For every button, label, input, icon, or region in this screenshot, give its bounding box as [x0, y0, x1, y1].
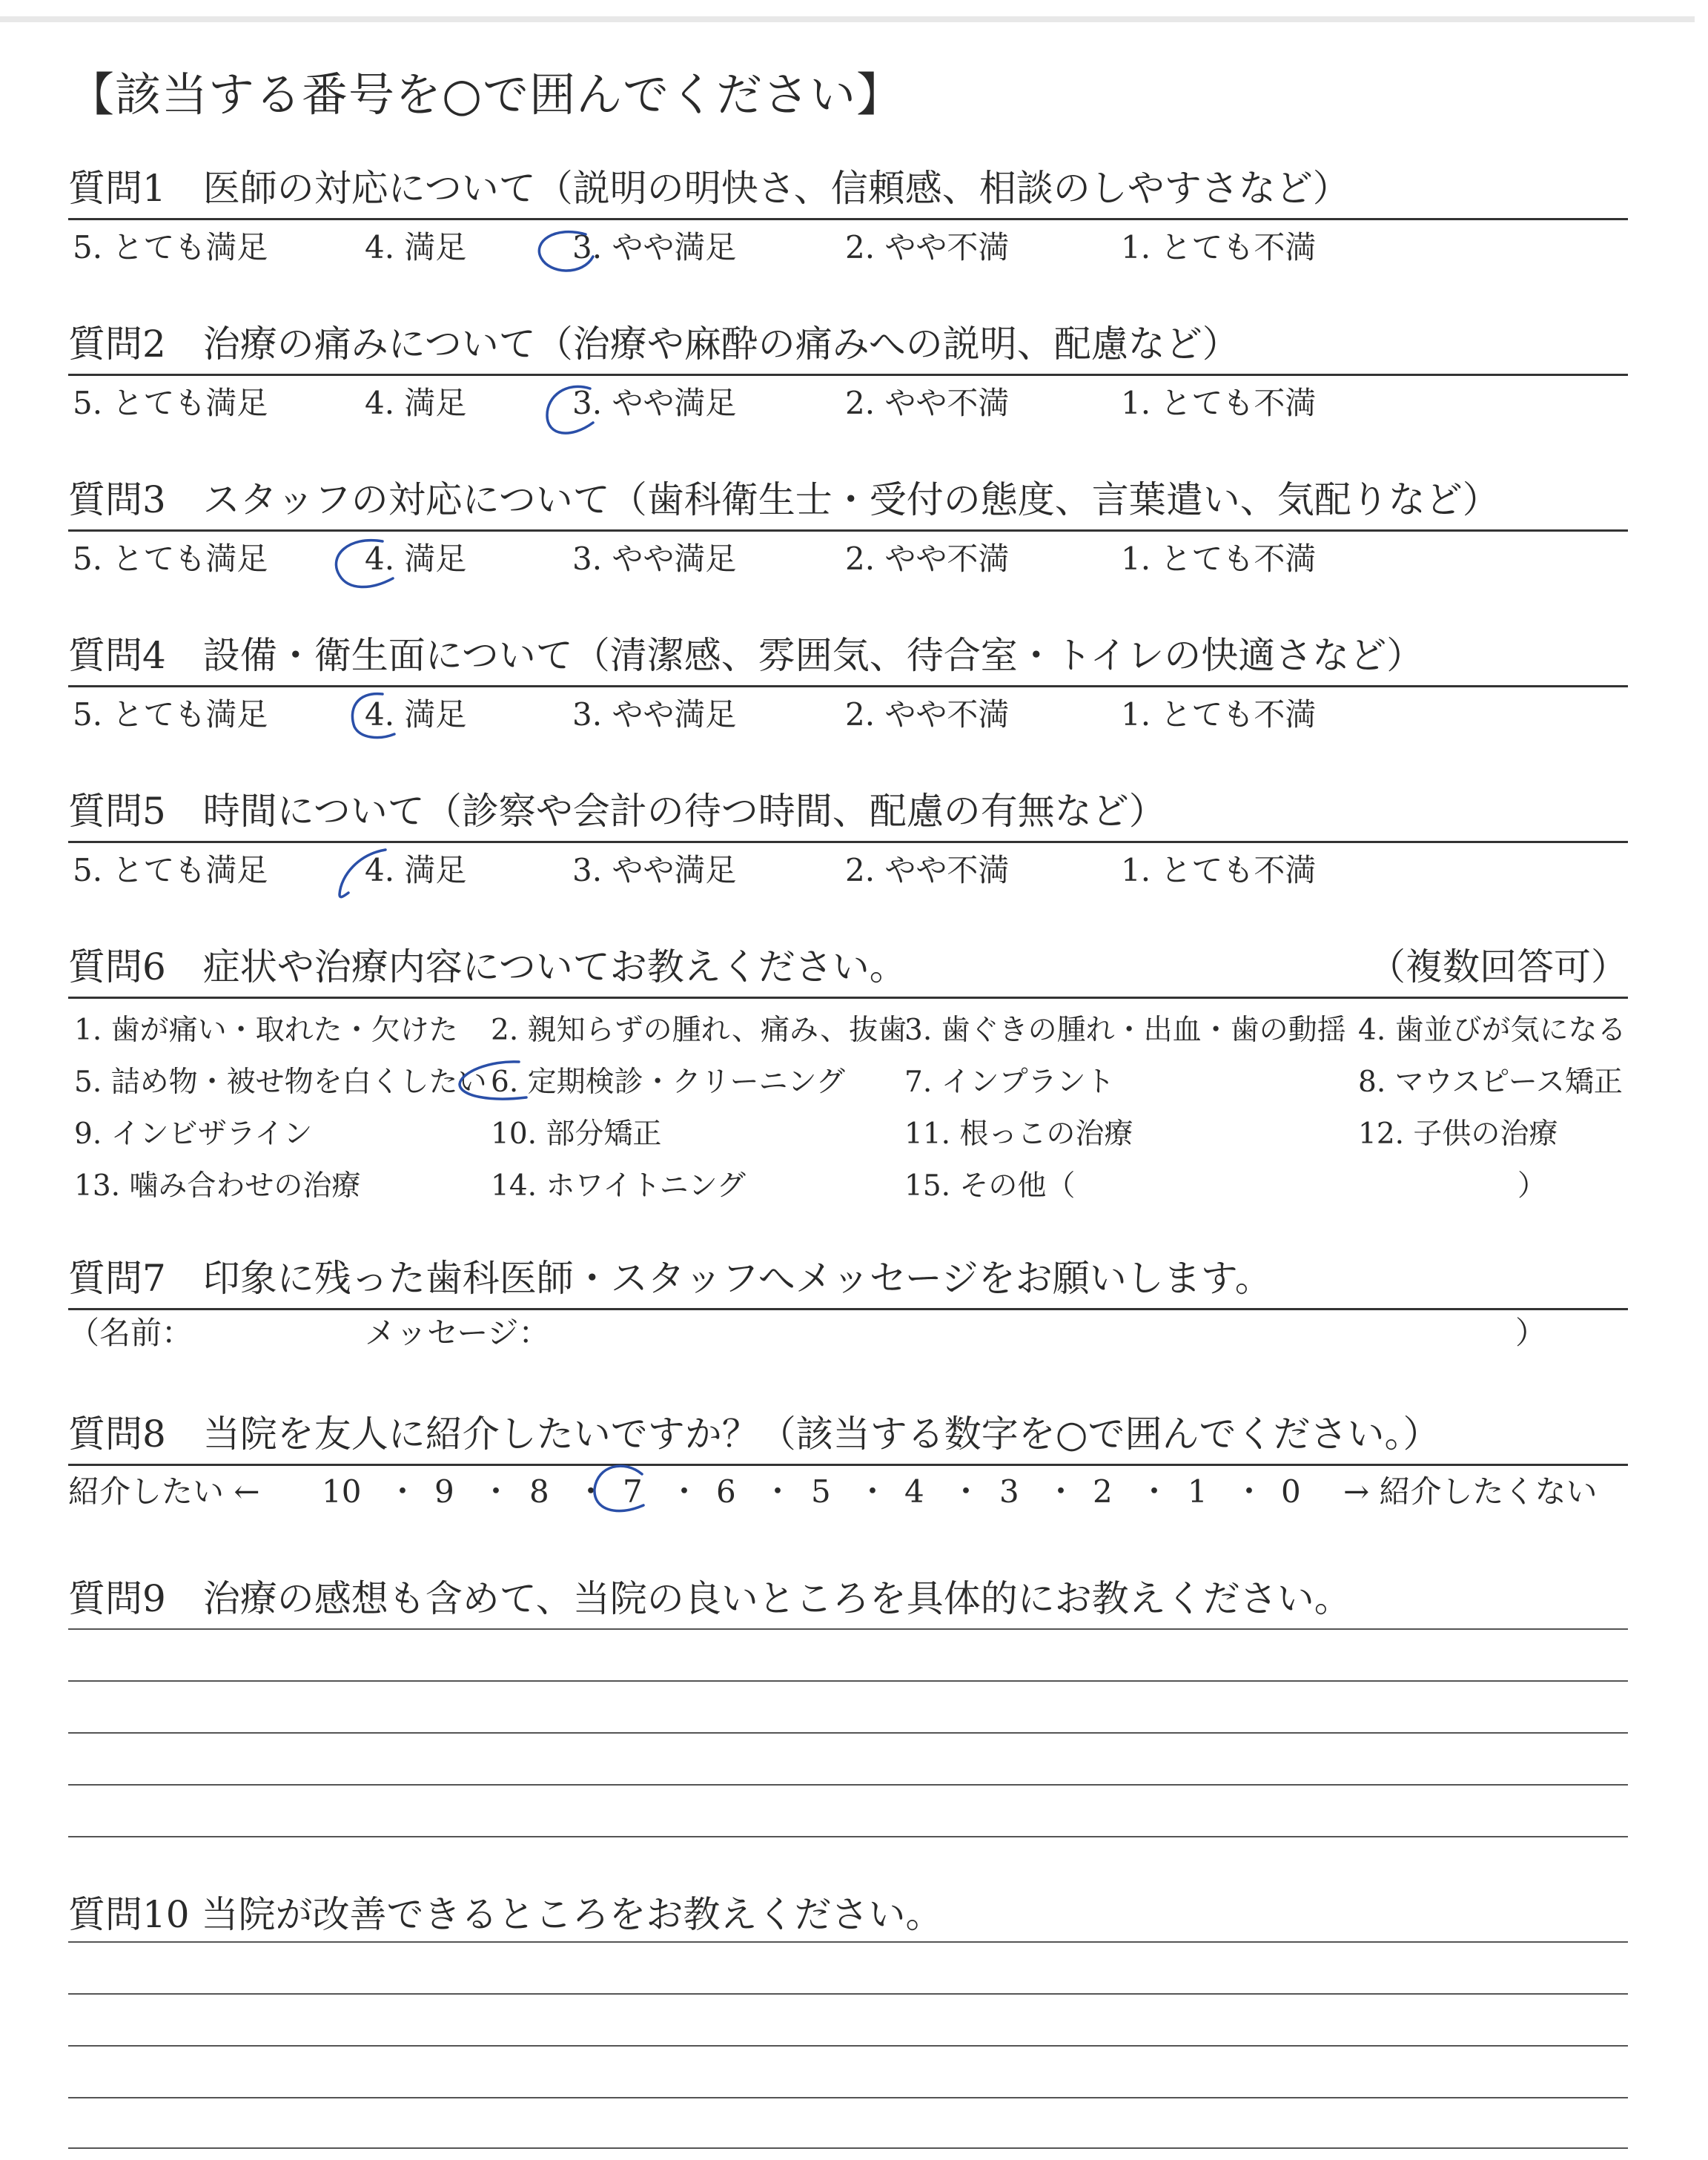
q8-scale-1[interactable]: 1 [1188, 1473, 1208, 1510]
q6-row-2 [68, 1062, 1628, 1103]
q10-answer-line[interactable] [68, 2045, 1628, 2047]
q6-item-5[interactable]: 5. 詰め物・被せ物を白くしたい [74, 1066, 487, 1099]
q3-option-5[interactable]: 5. とても満足 [73, 541, 268, 577]
q6-row-4 [68, 1166, 1628, 1207]
question-7-rule [68, 1308, 1628, 1310]
q8-sep: ・ [669, 1473, 701, 1510]
q8-sep: ・ [1045, 1473, 1077, 1510]
q3-option-2[interactable]: 2. やや不満 [845, 541, 1010, 577]
q6-item-11[interactable]: 11. 根っこの治療 [904, 1117, 1133, 1151]
question-5-rule [68, 841, 1628, 843]
q8-scale-4[interactable]: 4 [904, 1473, 924, 1510]
q8-sep: ・ [950, 1473, 982, 1510]
q2-option-3[interactable]: 3. やや満足 [572, 385, 737, 421]
question-5-options [68, 850, 1628, 891]
q4-option-4[interactable]: 4. 満足 [365, 696, 467, 733]
q8-sep: ・ [1139, 1473, 1171, 1510]
q7-close-paren: ） [1515, 1315, 1546, 1351]
q3-option-3[interactable]: 3. やや満足 [572, 541, 737, 577]
question-4-title: 質問4 設備・衛生面について（清潔感、雰囲気、待合室・トイレの快適さなど） [68, 634, 1424, 677]
q6-row-3 [68, 1114, 1628, 1155]
question-2-options [68, 383, 1628, 424]
q9-answer-line[interactable] [68, 1680, 1628, 1682]
question-1-rule [68, 218, 1628, 220]
q8-left-label: 紹介したい ← [68, 1473, 260, 1510]
q1-option-3[interactable]: 3. やや満足 [572, 229, 737, 265]
q8-sep: ・ [857, 1473, 889, 1510]
q8-sep: ・ [480, 1473, 512, 1510]
q8-scale-3[interactable]: 3 [999, 1473, 1019, 1510]
question-7-title: 質問7 印象に残った歯科医師・スタッフへメッセージをお願いします。 [68, 1257, 1272, 1300]
question-3-title: 質問3 スタッフの対応について（歯科衛生士・受付の態度、言葉遣い、気配りなど） [68, 478, 1500, 521]
q5-option-5[interactable]: 5. とても満足 [73, 852, 268, 888]
scan-edge [0, 16, 1695, 22]
question-8-title: 質問8 当院を友人に紹介したいですか？（該当する数字を○で囲んでください。） [68, 1413, 1440, 1456]
q4-option-1[interactable]: 1. とても不満 [1121, 696, 1317, 733]
q6-item-1[interactable]: 1. 歯が痛い・取れた・欠けた [74, 1014, 458, 1047]
q7-message-row [68, 1312, 1628, 1354]
question-1-title: 質問1 医師の対応について（説明の明快さ、信頼感、相談のしやすさなど） [68, 167, 1350, 210]
q6-item-13[interactable]: 13. 噛み合わせの治療 [74, 1169, 361, 1203]
question-9-title: 質問9 治療の感想も含めて、当院の良いところを具体的にお教えください。 [68, 1577, 1351, 1620]
q5-option-1[interactable]: 1. とても不満 [1121, 852, 1317, 888]
q8-scale-row [68, 1470, 1628, 1514]
q1-option-4[interactable]: 4. 満足 [365, 229, 467, 265]
q7-name-label: （名前： [68, 1315, 193, 1351]
q6-item-9[interactable]: 9. インビザライン [74, 1117, 313, 1151]
q1-option-5[interactable]: 5. とても満足 [73, 229, 268, 265]
q5-option-2[interactable]: 2. やや不満 [845, 852, 1010, 888]
q2-option-2[interactable]: 2. やや不満 [845, 385, 1010, 421]
q6-item-2[interactable]: 2. 親知らずの腫れ、痛み、抜歯 [491, 1014, 907, 1047]
question-2-title: 質問2 治療の痛みについて（治療や麻酔の痛みへの説明、配慮など） [68, 323, 1239, 366]
q10-answer-line[interactable] [68, 1993, 1628, 1995]
q6-item-8[interactable]: 8. マウスピース矯正 [1358, 1066, 1623, 1099]
q6-item-4[interactable]: 4. 歯並びが気になる [1358, 1014, 1626, 1047]
q8-scale-0[interactable]: 0 [1281, 1473, 1301, 1510]
question-8-rule [68, 1464, 1628, 1466]
question-6-title: 質問6 症状や治療内容についてお教えください。 [68, 945, 907, 988]
q8-scale-7[interactable]: 7 [623, 1473, 643, 1510]
q9-answer-line[interactable] [68, 1836, 1628, 1837]
q4-option-3[interactable]: 3. やや満足 [572, 696, 737, 733]
q4-option-2[interactable]: 2. やや不満 [845, 696, 1010, 733]
q8-sep: ・ [1234, 1473, 1265, 1510]
question-1-options [68, 227, 1628, 268]
q6-item-15[interactable]: 15. その他（ [904, 1169, 1076, 1203]
q5-option-4[interactable]: 4. 満足 [365, 852, 467, 888]
q1-option-2[interactable]: 2. やや不満 [845, 229, 1010, 265]
question-4-options [68, 694, 1628, 736]
q8-scale-9[interactable]: 9 [434, 1473, 454, 1510]
q2-option-5[interactable]: 5. とても満足 [73, 385, 268, 421]
q9-answer-line[interactable] [68, 1784, 1628, 1786]
q6-other-close-paren: ） [1517, 1169, 1546, 1203]
q6-item-10[interactable]: 10. 部分矯正 [491, 1117, 662, 1151]
q10-answer-line[interactable] [68, 1941, 1628, 1943]
q3-option-4[interactable]: 4. 満足 [365, 541, 467, 577]
q8-sep: ・ [762, 1473, 794, 1510]
q4-option-5[interactable]: 5. とても満足 [73, 696, 268, 733]
q6-item-6[interactable]: 6. 定期検診・クリーニング [491, 1066, 845, 1099]
q8-sep: ・ [575, 1473, 607, 1510]
q8-sep: ・ [387, 1473, 419, 1510]
q6-item-3[interactable]: 3. 歯ぐきの腫れ・出血・歯の動揺 [904, 1014, 1346, 1047]
question-4-rule [68, 685, 1628, 687]
q9-answer-line[interactable] [68, 1628, 1628, 1630]
page-heading: 【該当する番号を○で囲んでください】 [68, 67, 904, 122]
question-5-title: 質問5 時間について（診察や会計の待つ時間、配慮の有無など） [68, 790, 1166, 833]
q6-item-7[interactable]: 7. インプラント [904, 1066, 1115, 1099]
q8-scale-5[interactable]: 5 [811, 1473, 831, 1510]
q6-item-12[interactable]: 12. 子供の治療 [1358, 1117, 1558, 1151]
question-10-title: 質問10 当院が改善できるところをお教えください。 [68, 1893, 943, 1936]
q6-row-1 [68, 1010, 1628, 1051]
q5-option-3[interactable]: 3. やや満足 [572, 852, 737, 888]
question-3-rule [68, 529, 1628, 532]
q8-scale-6[interactable]: 6 [716, 1473, 736, 1510]
question-3-options [68, 538, 1628, 580]
q10-answer-line[interactable] [68, 2147, 1628, 2149]
q2-option-4[interactable]: 4. 満足 [365, 385, 467, 421]
question-6-rule [68, 997, 1628, 999]
q3-option-1[interactable]: 1. とても不満 [1121, 541, 1317, 577]
multiple-answers-note: （複数回答可） [1368, 945, 1628, 988]
q1-option-1[interactable]: 1. とても不満 [1121, 229, 1317, 265]
q6-item-14[interactable]: 14. ホワイトニング [491, 1169, 746, 1203]
q10-answer-line[interactable] [68, 2097, 1628, 2098]
q9-answer-line[interactable] [68, 1732, 1628, 1734]
q7-message-label: メッセージ： [365, 1315, 550, 1351]
question-2-rule [68, 374, 1628, 376]
q2-option-1[interactable]: 1. とても不満 [1121, 385, 1317, 421]
q8-scale-2[interactable]: 2 [1093, 1473, 1113, 1510]
q8-right-label: → 紹介したくない [1343, 1473, 1598, 1510]
q8-scale-10[interactable]: 10 [322, 1473, 362, 1510]
q8-scale-8[interactable]: 8 [529, 1473, 549, 1510]
